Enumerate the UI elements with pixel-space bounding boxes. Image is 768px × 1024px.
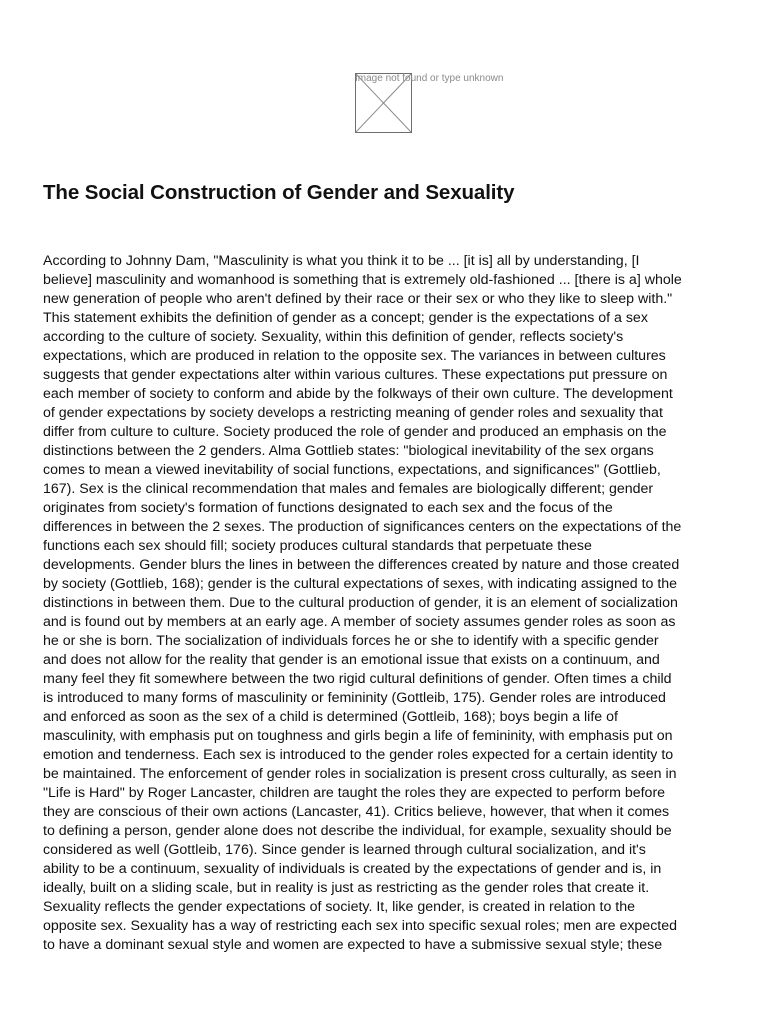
body-text-line: to have a dominant sexual style and women are expected to have a submissive sexual style; these [43,937,663,953]
body-text-line: 167). Sex is the clinical recommendation that males and females are biologically different; gender [43,481,654,497]
body-text-line: distinctions in between them. Due to the cultural production of gender, it is an element of socialization [43,595,678,611]
body-text-line: developments. Gender blurs the lines in between the differences created by nature and those created [43,557,680,573]
body-text-line: According to Johnny Dam, "Masculinity is what you think it to be ... [it is] all by understanding, [I [43,253,640,269]
body-text-line: "Life is Hard" by Roger Lancaster, children are taught the roles they are expected to perform before [43,785,666,801]
body-text-line: opposite sex. Sexuality has a way of restricting each sex into specific sexual roles; men are expected [43,918,678,934]
body-text-line: distinctions between the 2 genders. Alma Gottlieb states: "biological inevitability of the sex organs [43,443,654,459]
body-text-line: Sexuality reflects the gender expectations of society. It, like gender, is created in relation to the [43,899,636,915]
body-text-line: and is found out by members at an early age. A member of society assumes gender roles as soon as [43,614,676,630]
body-text-line: considered as well (Gottleib, 176). Since gender is learned through cultural socialization, and it's [43,842,646,858]
body-text-line: be maintained. The enforcement of gender roles in socialization is present cross culturally, as seen in [43,766,677,782]
image-alt-text: Image not found or type unknown [355,73,504,84]
body-text-line: they are conscious of their own actions (Lancaster, 41). Critics believe, however, that when it comes [43,804,670,820]
body-text-line: masculinity, with emphasis put on toughness and girls begin a life of femininity, with emphasis put on [43,728,673,744]
body-text-line: of gender expectations by society develops a restricting meaning of gender roles and sexuality that [43,405,663,421]
body-text-line: believe] masculinity and womanhood is something that is extremely old-fashioned ... [there is a] whole [43,272,682,288]
body-text-line: functions each sex should fill; society produces cultural standards that perpetuate these [43,538,592,554]
essay-body [43,252,723,955]
body-text-line: expectations, which are produced in relation to the opposite sex. The variances in between cultures [43,348,666,364]
body-text-line: comes to mean a viewed inevitability of social functions, expectations, and significances" (Gottlieb, [43,462,661,478]
body-text-line: This statement exhibits the definition of gender as a concept; gender is the expectations of a sex [43,310,648,326]
broken-image-placeholder [355,73,504,133]
body-text-line: and does not allow for the reality that gender is an emotional issue that exists on a continuum, and [43,652,660,668]
document-title: The Social Construction of Gender and Sexuality [43,181,515,204]
body-text-line: he or she is born. The socialization of individuals forces he or she to identify with a specific gender [43,633,659,649]
body-text-line: each member of society to conform and abide by the folkways of their own culture. The development [43,386,673,402]
body-text-line: ability to be a continuum, sexuality of individuals is created by the expectations of gender and is, in [43,861,662,877]
body-text-line: originates from society's formation of functions designated to each sex and the focus of the [43,500,613,516]
body-text-line: according to the culture of society. Sexuality, within this definition of gender, reflects society's [43,329,624,345]
body-text-line: and enforced as soon as the sex of a child is determined (Gottleib, 168); boys begin a life of [43,709,618,725]
body-text-line: differences in between the 2 sexes. The production of significances centers on the expectations of the [43,519,682,535]
body-text-line: suggests that gender expectations alter within various cultures. These expectations put pressure on [43,367,668,383]
body-text-line: new generation of people who aren't defined by their race or their sex or who they like to sleep with." [43,291,673,307]
body-text-line: by society (Gottlieb, 168); gender is the cultural expectations of sexes, with indicating assigned to the [43,576,678,592]
body-text-line: to defining a person, gender alone does not describe the individual, for example, sexuality should be [43,823,672,839]
body-text-line: emotion and tenderness. Each sex is introduced to the gender roles expected for a certain identity to [43,747,674,763]
body-text-line: is introduced to many forms of masculinity or femininity (Gottleib, 175). Gender roles are introduced [43,690,666,706]
body-text-line: differ from culture to culture. Society produced the role of gender and produced an emphasis on the [43,424,667,440]
body-text-line: many feel they fit somewhere between the two rigid cultural definitions of gender. Often times a child [43,671,672,687]
body-text-line: ideally, built on a sliding scale, but in reality is just as restricting as the gender roles that create it. [43,880,650,896]
